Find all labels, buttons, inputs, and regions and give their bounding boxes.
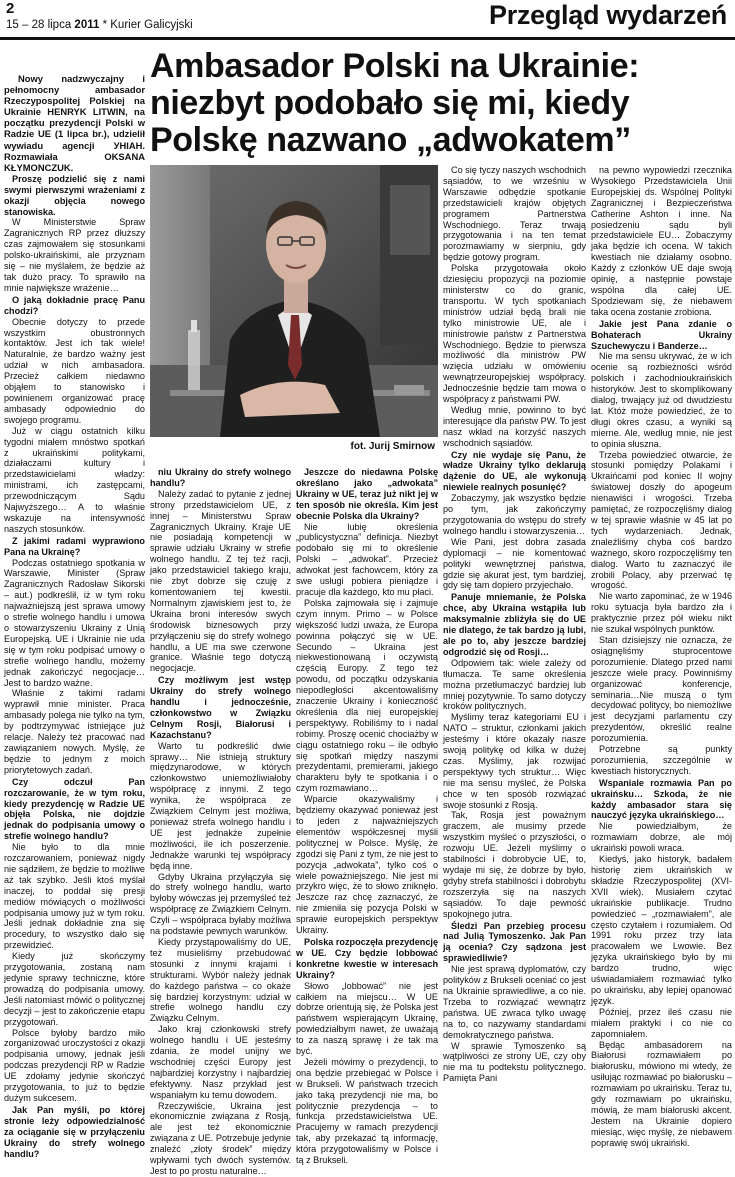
article-paragraph: Już w ciągu ostatnich kilku tygodni miałem mnóstwo spotkań z ukraińskimi politykami, działaczami kultury i przedstawicielami władzy: ministrami, ich zastępcami, przewodniczącym Sądu Najwyższego… A to właśnie wskazuje na intensywność naszych stosunków. (4, 425, 145, 534)
article-paragraph: Wparcie okazywaliśmy i będziemy okazywać ponieważ jest to jeden z najważniejszych elementów współczesnej myśli politycznej w Polsce. Myślę, że zgodzi się Pani z tym, że nie jest to pozycja „adwokata”, tylko coś o wiele poważniejszego. Nie jest mi przykro więc, że to słowo zniknęło. Jeszcze raz chcę zaznaczyć, że nie zmieniła się pozycja Polski w sprawie europejskich perspektyw Ukrainy. (296, 794, 438, 936)
issue-dateline (6, 19, 193, 31)
article-paragraph: Polsce byłoby bardzo miło zorganizować uroczystości z okazji podpisania umowy, jednak jeśli podczas prezydencji RP w Radzie UE zdołamy jedynie skończyć przygotowania, to już to będzie dużym sukcesem. (4, 1027, 146, 1103)
article-column-1 (4, 73, 146, 1159)
article-paragraph: W Ministerstwie Spraw Zagranicznych RP przez dłuższy czas zajmowałem się stosunkami polsko-ukraińskimi, ale przyznam się – nie myślałem, że będzie aż tak dużo pracy. To sprawiło na mnie największe wrażenie… (4, 217, 145, 293)
article-paragraph: Podczas ostatniego spotkania w Warszawie, Minister (Spraw Zagranicznych Radosław Sikorski – aut.) podkreślił, iż w tym roku najważniejszą jest sprawa umowy o strefie wolnego handlu i umowa o stowarzyszeniu Ukrainy z Unią Europejską. UE i Ukrainie nie uda się w tym roku podpisać umowy o strefie wolnego handlu, możemy jednak zakończyć negocjacje… Jest to bardzo ważne. (4, 557, 145, 688)
interview-question: O jaką dokładnie pracę Panu chodzi? (4, 294, 145, 316)
article-paragraph: Według mnie, powinno to być interesujące dla państw PW. To jest nasz wkład na korzyść naszych wschodnich sąsiadów. (443, 404, 586, 448)
article-paragraph: Nie było to dla mnie rozczarowaniem, ponieważ nigdy nie sądziłem, że będzie to możliwe aż tak szybko. Jeśli ktoś myślał inaczej, to poddał się presji mediów mówiących o możliwości podpisania umowy już w tym roku. Jeśli jednak dokładnie zna się procedury, to wszystko dało się przewidzieć. (4, 842, 145, 951)
section-title: Przegląd wydarzeń (489, 0, 727, 30)
article-paragraph: W sprawie Tymoszenko są wątpliwości ze strony UE, czy oby nie ma tu podtekstu politycznego. Pamięta Pani (443, 1040, 586, 1084)
article-paragraph: Stan dzisiejszy nie oznacza, że osiągnęliśmy stuprocentowe porozumienie. Dlatego przed nami jeszcze wiele pracy. Powinniśmy organizować konferencje, seminaria…Nie muszą o tym decydować politycy, bo niemożliwe jest decyzjami parlamentu czy prezydentów, określić realne porozumienia. (591, 634, 732, 744)
article-paragraph: Nie lubię określenia „publicystyczna” definicja. Niezbyt podobało się mi to określenie Polski – „adwokat”. Przecież adwokat jest fachowcem, który za swe usługi pobiera pieniądze i pracuje dla każdego, kto mu płaci. (296, 521, 438, 597)
article-paragraph: Kiedy przystąpowaliśmy do UE, też musieliśmy przebudować stosunki z innymi krajami i strukturami. Wybór należy jednak do każdego państwa – co okaże się bardziej korzystnym: udział w strefie wolnego handlu czy Związku Celnym. (150, 936, 291, 1024)
article-paragraph: Kiedyś, jako historyk, badałem historię ziem ukraińskich w składzie Rzeczypospolitej (XVI-XVII wiek). Musiałem czytać ukraińskie publikacje. Trudno powiedzieć – „rozmawiałem”, ale często czytałem i rozumiałem. Od 1991 roku przez trzy lata pracowałem we Lwowie. Bez języka ukraińskiego było by mi bardzo trudno, więc uświadamiałem rozmawiać tylko po ukraińsku, aby lepiej opanować język. (591, 854, 732, 1006)
interview-question: Jeszcze do niedawna Polskę określano jako „adwokata” Ukrainy w UE, teraz już nikt jej w ten sposób nie określa. Kim jest obecnie Polska dla Ukrainy? (296, 467, 438, 521)
article-paragraph: Myślimy teraz kategoriami EU i NATO – struktur, członkami jakich jesteśmy i które okazały nasze swoją politykę od kilka w dużej czas. Myślimy, jak rozwijać perspektywy tych struktur… Więc nie ma sensu myśleć, że Polska chce w ten sposób rozwiązać swoje stosunki z Rosją. (443, 712, 586, 810)
article-headline: Ambasador Polski na Ukrainie: niezbyt podobało się mi, kiedy Polskę nazwano „adwokatem” (150, 47, 640, 159)
article-paragraph: Zobaczymy, jak wszystko będzie po tym, jak zakończymy przygotowania do wstępu do strefy wolnego handlu i stowarzyszenia… (443, 493, 586, 536)
page-number: 2 (6, 0, 15, 17)
article-paragraph: Później, przez ileś czasu nie miałem praktyki i co nie co zapomniałem. (591, 1006, 732, 1039)
article-paragraph: Potrzebne są punkty porozumienia, szczególnie w kwestiach historycznych. (591, 744, 732, 776)
article-paragraph: Trzeba powiedzieć otwarcie, że stosunki pomiędzy Polakami i Ukraińcami pod koniec II wojny światowej doszły do apogeum nienawiści i wrogości. Trzeba pamiętać, że rozpoczęliśmy dialog w tej sprawie właśnie w 45 lat po tych wydarzeniach. Jednak, znaleźliśmy chyba coś bardzo ważnego, skoro rozpoczęliśmy ten dialog. Warto tu zaznaczyć ile zrobili Polacy, aby przerwać tę wrogość. (591, 449, 732, 591)
interview-question: Jakie jest Pana zdanie o Bohaterach Ukrainy Szuchewyczu i Banderze… (591, 318, 732, 351)
article-paragraph: Gdyby Ukraina przyłączyła się do strefy wolnego handlu, warto byłoby wówczas jej przemyśleć też współpracę ze Związkiem Celnym. Czyli – współpraca byłaby możliwa na podstawie pewnych warunków. (150, 871, 291, 937)
article-paragraph: Słowo „lobbować” nie jest całkiem na miejscu… W UE dobrze orientują się, że Polska jest państwem wspierającym Ukrainę, powiedziałbym nawet, że uważają to za naszą sprawę i że tak ma być. (296, 980, 438, 1057)
article-paragraph: Jeżeli mówimy o prezydencji, to ona będzie przebiegać w Polsce i w Brukseli. W państwach trzecich jako taką prezydencji nie ma, bo politycznie prezydencja – to funkcja przedstawicielstwa UE. Pracujemy w ramach prezydencji tak, aby przekazać tą informację, która przygotowaliśmy w Polsce i tą z Brukseli. (296, 1056, 438, 1166)
article-paragraph: Należy zadać to pytanie z jednej strony przedstawicielom UE, z innej – Ministerstwu Spraw Zagranicznych Ukrainy. Kraje UE nie posiadają kompetencji w sprawie udziału Ukrainy w strefie wolnego handlu. Z tej też racji, jako przedstawiciel takiego kraju, nie zbyt dobrze się czuję z komentowaniem tej kwestii. Normalnym zjawiskiem jest to, że Ukraina broni interesów swych środowisk biznesowych przy przyłączeniu się do strefy wolnego handlu, a UE ma swe czerwone granice. Właśnie tego dotyczą negocjacje. (150, 488, 291, 674)
article-paragraph: Rzeczywiście, Ukraina jest ekonomicznie związana z Rosją, ale jest też ekonomicznie związana z UE. Potrzebuje jedynie znaleźć „złoty środek” między wpływami tych dwóch systemów. Jest to po prostu naturalne… (150, 1100, 291, 1176)
interview-question: Czy nie wydaje się Panu, że władze Ukrainy tylko deklarują dążenie do UE, ale wykonują niewiele realnych posunięć? (443, 449, 586, 493)
article-paragraph: Polska zajmowała się i zajmuje czym innym. Primo – w Polsce większość ludzi uważa, że Europa powinna połączyć się w UE. Secundo – Ukraina jest niekwestionowaną i oczywistą częścią Europy. Z tego też powodu, od początku odzyskania niepodległości akcentowaliśmy znaczenie Ukrainy i konieczność określenia dla niej europejskiej perspektywy. Robiliśmy to i nadal robimy. Proszę ocenić chociażby w ciągu ostatniego roku – ile odbyło się spotkań między naszymi prezydentami, premierami, jakiego charakteru były te spotkania i o czym rozmawiano… (296, 597, 438, 794)
interview-question: Proszę podzielić się z nami swymi pierwszymi wrażeniami z okazji objęcia nowego stanowiska. (4, 173, 145, 217)
article-lead: Nowy nadzwyczajny i pełnomocny ambasador Rzeczypospolitej Polskiej na Ukrainie HENRYK LITWIN, na początku prezydencji Polski w Radzie UE (1 lipca br.), udzielił wywiadu agencji УНІАН. Rozmawiała OKSANA KŁYMONCZUK. (4, 73, 145, 173)
interview-question: Jak Pan myśli, po której stronie leży odpowiedzialność za ociąganie się w przyłączeniu Ukrainy do strefy wolnego handlu? (4, 1104, 145, 1159)
article-paragraph: Nie jest sprawą dyplomatów, czy polityków z Brukseli oceniać co jest na Ukrainie sprawiedliwe, a co nie. Trzeba to rozwiązać wewnątrz państwa. UE zwraca tylko uwagę na to, co nazywamy standardami demokratycznego państwa. (443, 964, 586, 1040)
article-paragraph: Polska przygotowała około dziesięciu propozycji na poziomie ministerstw co do granic, transportu. W tych spotkaniach ministrów udział będą brali nie tylko ministrowie UE, ale i ministrowie państw z Partnerstwa Wschodniego. Będzie to pierwsza możliwość dla ministrów PW wzięcia udziału w omówieniu wewnątrzeuropejskiej współpracy. Jednocześnie będzie tam mowa o współpracy z państwami PW. (443, 263, 586, 405)
dateline-separator: * (102, 19, 108, 31)
article-paragraph: Będąc ambasadorem na Białorusi rozmawiałem po białorusku, mówiono mi wtedy, że usiłując rozmawiać po białorusku – rozmawiam po ukraińsku. Teraz tu, gdy rozmawiam po ukraińsku, mówią, że mam białoruski akcent. Jestem na Ukrainie dopiero miesiąc, więc myślę, że niebawem poprawię swój ukraiński. (591, 1039, 732, 1148)
article-paragraph: Kiedy już skończymy przygotowania, zostaną nam jedynie sprawy techniczne, które prowadzą do podpisania umowy. Jeśli natomiast mówić o politycznej decyzji – jest to zakończenie etapu przygotowań. (4, 951, 146, 1027)
interview-question: Śledzi Pan przebieg procesu nad Julią Tymoszenko. Jak Pan ją ocenia? Czy sądzona jest sprawiedliwie? (443, 920, 586, 964)
article-paragraph: Warto tu podkreślić dwie sprawy… Nie istnieją struktury międzynarodowe, w których członkowstwo uniemożliwiałoby współpracę z innymi. Z tego wynika, że współpraca ze Związkiem Celnym jest możliwa, ponieważ strefa wolnego handlu i UE jest jednakże zupełnie możliwości, ile ich poszerzenie. Jednakże warunki tej współpracy będą inne. (150, 740, 291, 871)
article-paragraph: Nie powiedziałbym, że rozmawiam dobrze, ale mój ukraiński powoli wraca. (591, 821, 732, 854)
header-rule (0, 37, 735, 40)
ambassador-photo (150, 165, 438, 437)
interview-question: niu Ukrainy do strefy wolnego handlu? (150, 467, 291, 488)
article-paragraph: Nie ma sensu ukrywać, że w ich ocenie są rozbieżności wśród polskich i zachodnioukraińskich historyków. Jest to skomplikowany dialog, trwający już od dwudziestu lat. Któż może powiedzieć, że to długi okres czasu, a wyniki są mierne. Ale, według mnie, nie jest to opinia słuszna. (591, 351, 732, 449)
article-paragraph: na pewno wypowiedzi rzecznika Wysokiego Przedstawiciela Unii Europejskiej ds. Wspólnej Polityki Zagranicznej i Bezpieczeństwa Catherine Ashton i inne. Na posiedzeniu sądu byli przedstawiciele EU… Zobaczymy jaka będzie ich ocena. W takich kwestiach nie działamy osobno. Każdy z członków UE daje swoją opinię, a następnie powstaje wspólna dla całej UE. Spodziewam się, że niebawem taka ocena zostanie zrobiona. (591, 165, 732, 317)
interview-question: Czy odczuł Pan rozczarowanie, że w tym roku, kiedy prezydencję w Radzie UE objęła Polska, nie dojdzie jednak do podpisania umowy o strefie wolnego handlu? (4, 776, 145, 842)
issue-dates: 15 – 28 lipca (6, 19, 72, 31)
interview-question: Polska rozpoczęła prezydencję w UE. Czy będzie lobbować konkretne kwestie w interesach Ukrainy? (296, 936, 438, 980)
article-column-3 (296, 466, 438, 1166)
interview-question: Czy możliwym jest wstęp Ukrainy do strefy wolnego handlu i jednocześnie, członkowstwo w Związku Celnym Rosji, Białorusi i Kazachstanu? (150, 675, 291, 740)
newspaper-name: Kurier Galicyjski (110, 19, 193, 31)
article-column-4 (443, 165, 586, 1095)
article-paragraph: Nie warto zapominać, że w 1946 roku sytuacja była bardzo zła i praktycznie przez pół wieku nikt nie szukał wspólnych punktów. (591, 591, 732, 635)
article-column-2 (150, 466, 291, 1176)
interview-question: Wspaniale rozmawia Pan po ukraińsku… Szkoda, że nie każdy ambasador stara się nauczyć języka ukraińskiego… (591, 777, 732, 821)
page-header (0, 0, 735, 40)
issue-year: 2011 (74, 19, 100, 31)
photo-illustration (150, 165, 438, 437)
photo-caption: fot. Jurij Smirnow (350, 441, 435, 452)
article-paragraph: Wie Pani, jest dobra zasada dyplomacji – nie komentować polityki wewnętrznej państwa, gdzie się akurat jest, tym bardziej, gdy się tam dopiero przyjechało. (443, 536, 586, 591)
article-column-5 (591, 165, 732, 1148)
article-paragraph: Jako kraj członkowski strefy wolnego handlu i UE jesteśmy zdania, że model unijny we wschodniej części Europy jest najbardziej korzystny i najbardziej efektywny. Nasz przykład jest wspaniałym ku temu dowodem. (150, 1024, 291, 1100)
article-paragraph: Właśnie z takimi radami wyprawił mnie minister. Praca ambasady polega nie tylko na tym, by podtrzymywać istniejące już relacje. Należy też pracować nad zawiązaniem nowych. Myślę, że będzie to jednym z moich priorytetowych zadań. (4, 688, 145, 775)
interview-question: Panuje mniemanie, że Polska chce, aby Ukraina wstąpiła lub maksymalnie zbliżyła się do UE nie dlatego, że tak bardzo ją lubi, ale po to, aby jeszcze bardziej odgrodzić się od Rosji… (443, 592, 586, 657)
interview-question: Z jakimi radami wyprawiono Pana na Ukrainę? (4, 535, 145, 557)
article-paragraph: Co się tyczy naszych wschodnich sąsiadów, to we wrześniu w Warszawie odbędzie spotkanie przedstawicieli krajów objętych programem Partnerstwa Wschodniego. Teraz trwają przygotowania i na ten temat porozmawiamy w sierpniu, gdy będzie gotowy program. (443, 165, 586, 263)
article-paragraph: Obecnie dotyczy to przede wszystkim obustronnych kontaktów. Jest ich tak wiele! Naturalnie, że bardzo ważny jest udział w nich ambasadora. Przecież całkiem niedawno objąłem to stanowisko i powinienem organizować pracę ambasady odpowiednio do swojego programu. (4, 316, 145, 425)
article-paragraph: Odpowiem tak: wiele zależy od tłumacza. Te same określenia można przetłumaczyć bardziej lub mniej pozytywnie. To samo dotyczy kroków politycznych. (443, 657, 586, 712)
article-paragraph: Tak, Rosja jest poważnym graczem, ale musimy przede wszystkim myśleć o przyszłości, o rozwoju UE. Jeżeli myślimy o stabilności i dobrobycie UE, to, wydaje mi się, że dobrze by było, gdyby strefa stabilności i dobrobytu rozszerzyła się na naszych sąsiadów. To daje pewność spokojnego jutra. (443, 810, 586, 919)
